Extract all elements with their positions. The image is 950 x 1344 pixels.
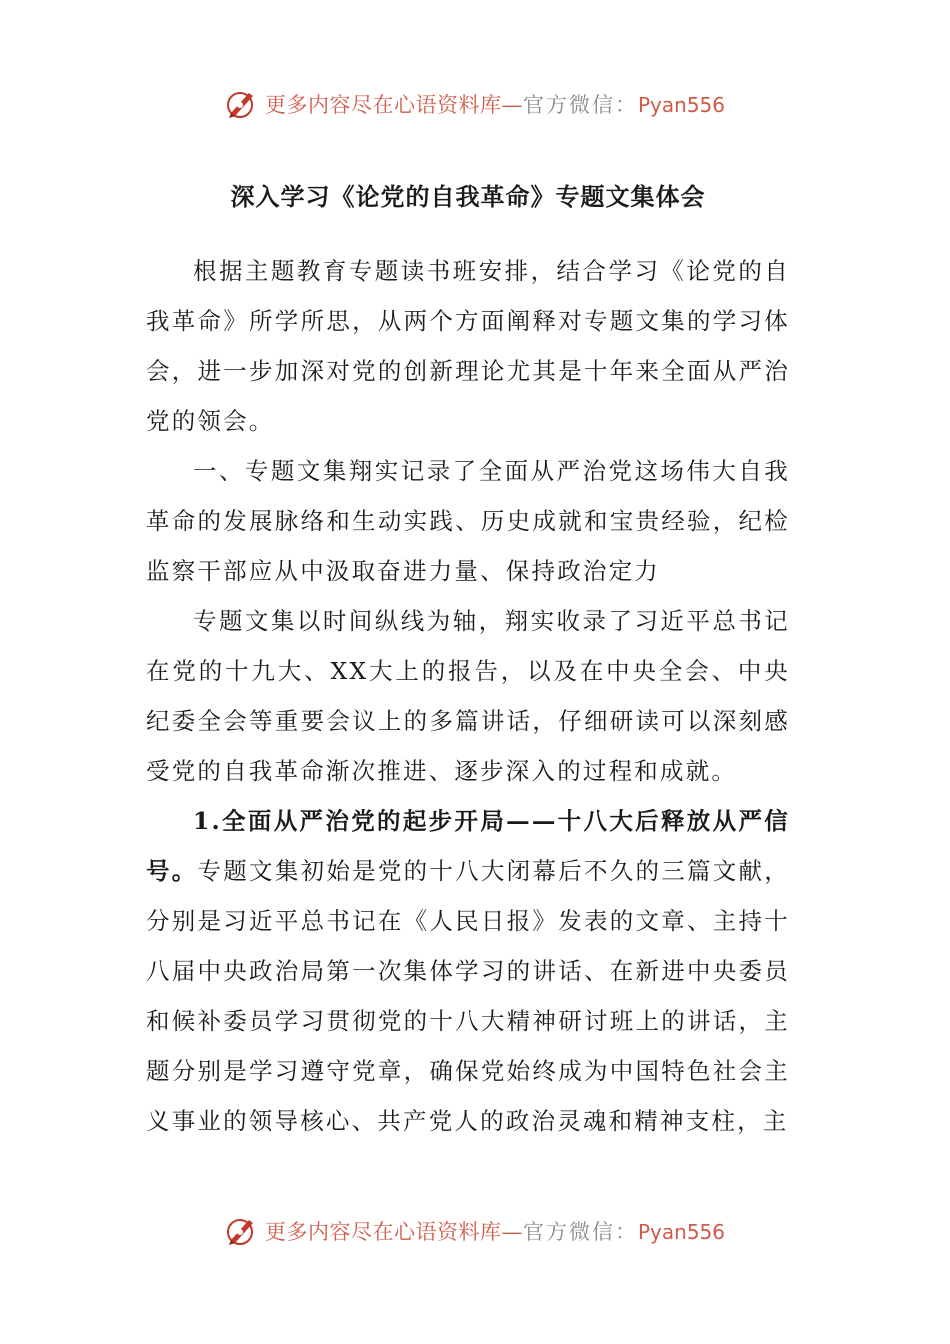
banner-wechat-label: 官方微信： [522,93,638,117]
document-body [146,172,790,1146]
paragraph-2 [146,446,790,596]
footer-banner [0,1211,950,1251]
document-title: 深入学习《论党的自我革命》专题文集体会 [230,182,706,211]
paragraph-3 [146,596,790,796]
pen-in-circle-icon [225,1214,259,1248]
banner-wechat-label: 官方微信： [522,1220,638,1244]
paragraph-text: 专题文集初始是党的十八大闭幕后不久的三篇文献，分别是习近平总书记在《人民日报》发表的文章、主持十八届中央政治局第一次集体学习的讲话、在新进中央委员和候补委员学习贯彻党的十八大精神研讨班上的讲话，主题分别是学习遵守党章，确保党始终成为中国特色社会主义事业的领导核心、共产党人的政治灵魂和精神支柱，主 [146,857,790,1135]
banner-wechat-id: Pyan556 [637,1220,725,1244]
banner-text [265,89,725,119]
paragraph-lead: 1.全面从严治党的起步开局——十八大后释放从严信号。 [146,807,790,885]
paragraph-1 [146,246,790,446]
pen-in-circle-icon [225,87,259,121]
banner-dash: — [501,1220,523,1244]
banner-dash: — [501,93,523,117]
banner-slogan: 更多内容尽在心语资料库 [264,93,502,117]
banner-text [265,1216,725,1246]
paragraph-text: 根据主题教育专题读书班安排，结合学习《论党的自我革命》所学所思，从两个方面阐释对专题文集的学习体会，进一步加深对党的创新理论尤其是十年来全面从严治党的领会。 [146,257,790,435]
paragraph-text: 一、专题文集翔实记录了全面从严治党这场伟大自我革命的发展脉络和生动实践、历史成就和宝贵经验，纪检监察干部应从中汲取奋进力量、保持政治定力 [146,457,790,585]
banner-slogan: 更多内容尽在心语资料库 [264,1220,502,1244]
paragraph-text: 专题文集以时间纵线为轴，翔实收录了习近平总书记在党的十九大、XX大上的报告，以及在中央全会、中央纪委全会等重要会议上的多篇讲话，仔细研读可以深刻感受党的自我革命渐次推进、逐步深入的过程和成就。 [146,607,790,785]
banner-wechat-id: Pyan556 [637,93,725,117]
paragraph-4 [146,796,790,1146]
header-banner [0,84,950,124]
